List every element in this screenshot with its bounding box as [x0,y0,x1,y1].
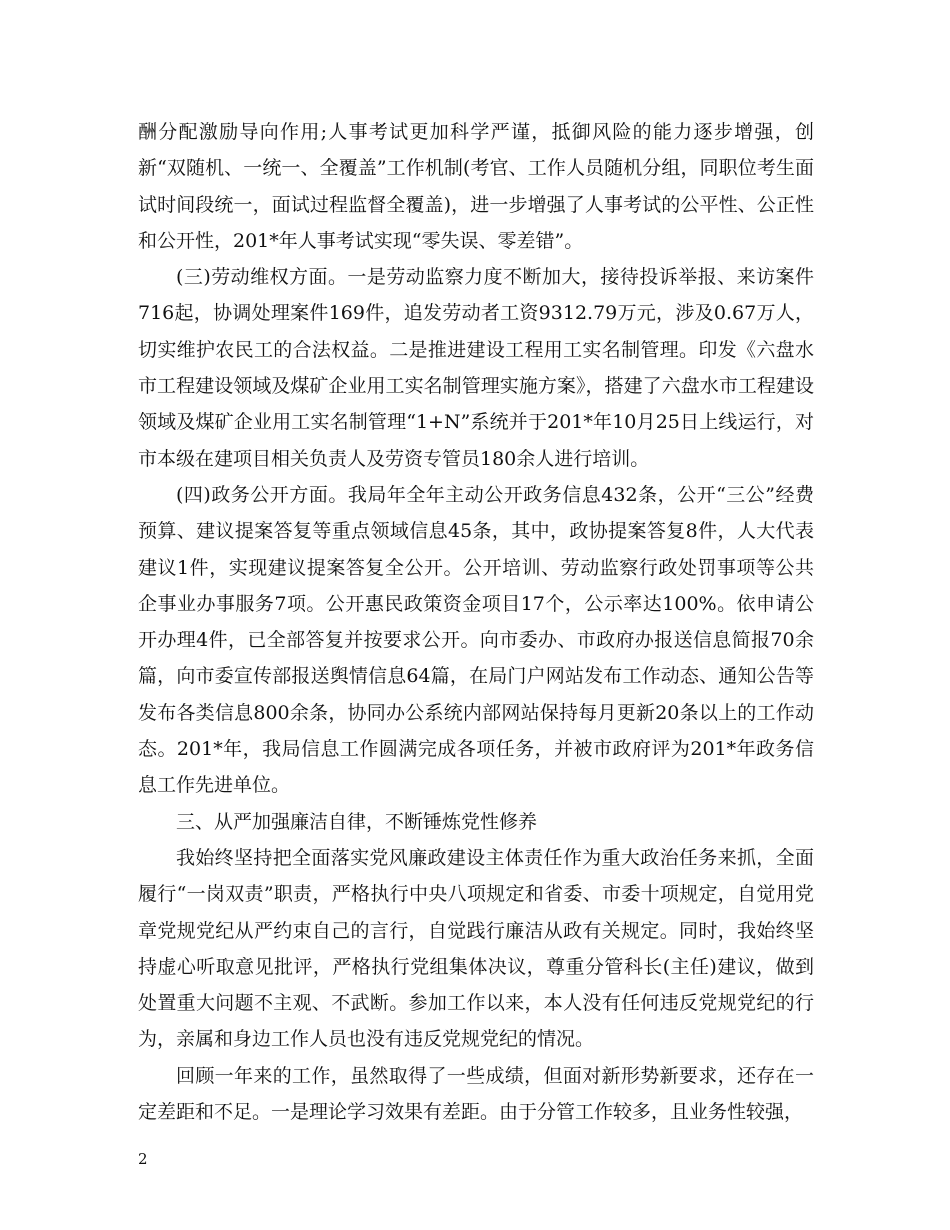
paragraph-review: 回顾一年来的工作，虽然取得了一些成绩，但面对新形势新要求，还存在一定差距和不足。一是理论学习效果有差距。由于分管工作较多，且业务性较强， [138,1064,814,1124]
paragraph-government-affairs: (四)政务公开方面。我局年全年主动公开政务信息432条，公开“三公”经费预算、建议提案答复等重点领域信息45条，其中，政协提案答复8件，人大代表建议1件，实现建议提案答复全公开。公开培训、劳动监察行政处罚事项等公共企事业办事服务7项。公开惠民政策资金项目17个，公示率达100%。依申请公开办理4件，已全部答复并按要求公开。向市委办、市政府办报送信息简报70余篇，向市委宣传部报送舆情信息64篇，在局门户网站发布工作动态、通知公告等发布各类信息800余条，协同办公系统内部网站保持每月更新20条以上的工作动态。201*年，我局信息工作圆满完成各项任务，并被市政府评为201*年政务信息工作先进单位。 [138,483,814,797]
document-body [138,114,814,1130]
section-heading-integrity: 三、从严加强廉洁自律，不断锤炼党性修养 [176,810,538,833]
paragraph-labor-rights: (三)劳动维权方面。一是劳动监察力度不断加大，接待投诉举报、来访案件716起，协调处理案件169件，追发劳动者工资9312.79万元，涉及0.67万人，切实维护农民工的合法权益。二是推进建设工程用工实名制管理。印发《六盘水市工程建设领域及煤矿企业用工实名制管理实施方案》，搭建了六盘水市工程建设领域及煤矿企业用工实名制管理“1+N”系统并于201*年10月25日上线运行，对市本级在建项目相关负责人及劳资专管员180余人进行培训。 [138,266,814,470]
page-number: 2 [138,1150,148,1168]
paragraph-integrity: 我始终坚持把全面落实党风廉政建设主体责任作为重大政治任务来抓，全面履行“一岗双责”职责，严格执行中央八项规定和省委、市委十项规定，自觉用党章党规党纪从严约束自己的言行，自觉践行廉洁从政有关规定。同时，我始终坚持虚心听取意见批评，严格执行党组集体决议，尊重分管科长(主任)建议，做到处置重大问题不主观、不武断。参加工作以来，本人没有任何违反党规党纪的行为，亲属和身边工作人员也没有违反党规党纪的情况。 [138,846,814,1051]
paragraph-continuation: 酬分配激励导向作用;人事考试更加科学严谨，抵御风险的能力逐步增强，创新“双随机、一统一、全覆盖”工作机制(考官、工作人员随机分组，同职位考生面试时间段统一，面试过程监督全覆盖)，进一步增强了人事考试的公平性、公正性和公开性，201*年人事考试实现“零失误、零差错”。 [138,121,814,252]
